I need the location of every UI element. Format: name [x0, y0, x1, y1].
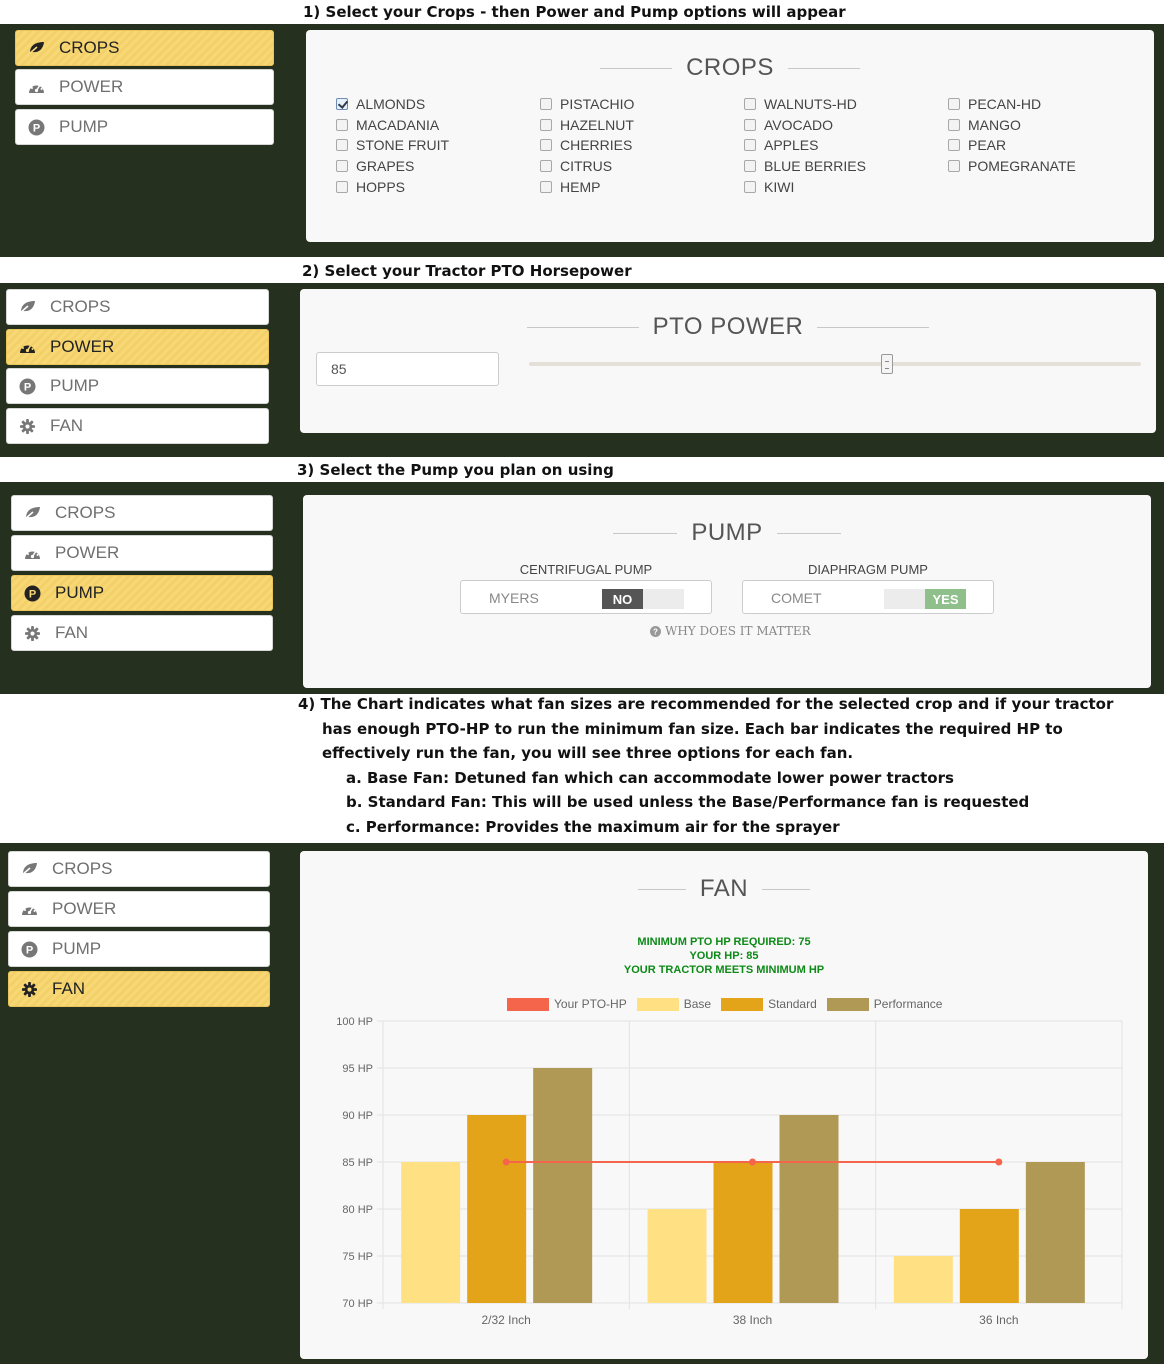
- bar-standard: [714, 1162, 773, 1303]
- nav-pump-label: PUMP: [59, 117, 109, 136]
- crop-checkbox[interactable]: [744, 98, 756, 110]
- crop-label: WALNUTS-HD: [764, 96, 857, 112]
- y-tick-label: 90 HP: [342, 1110, 373, 1122]
- power-panel: [300, 289, 1156, 433]
- toggle-yes[interactable]: YES: [925, 589, 966, 609]
- legend-label: Standard: [768, 997, 817, 1011]
- crop-label: KIWI: [764, 178, 795, 195]
- nav-crops[interactable]: [8, 851, 270, 887]
- hp-input[interactable]: [316, 352, 499, 386]
- crop-label: PISTACHIO: [560, 96, 635, 112]
- step-4-item-b: b. Standard Fan: This will be used unless the Base/Performance fan is requested: [346, 793, 1030, 811]
- crop-label: MANGO: [968, 116, 1021, 133]
- crop-option[interactable]: [336, 117, 439, 133]
- gauge-icon: [28, 79, 45, 96]
- nav-crops-label: CROPS: [50, 297, 111, 316]
- crop-checkbox[interactable]: [744, 181, 756, 193]
- nav-pump-label: PUMP: [50, 376, 100, 395]
- crop-option[interactable]: [336, 137, 449, 153]
- fan-panel: [300, 851, 1148, 1359]
- crop-option[interactable]: [744, 96, 857, 112]
- crop-checkbox[interactable]: [948, 119, 960, 131]
- crop-checkbox[interactable]: [336, 139, 348, 151]
- gauge-icon: [24, 545, 41, 562]
- parking-circle-icon: [21, 941, 38, 958]
- crop-checkbox[interactable]: [336, 181, 348, 193]
- crop-checkbox[interactable]: [744, 139, 756, 151]
- nav-crops[interactable]: [6, 289, 269, 325]
- y-tick-label: 80 HP: [342, 1204, 373, 1216]
- crop-label: BLUE BERRIES: [764, 158, 866, 175]
- title-rule-right: [817, 327, 929, 328]
- min-hp-required-text: MINIMUM PTO HP REQUIRED: 75: [637, 936, 811, 948]
- crop-checkbox[interactable]: [540, 181, 552, 193]
- why-does-it-matter-link[interactable]: [650, 624, 811, 638]
- crop-option[interactable]: [336, 96, 425, 112]
- nav-fan-label: FAN: [55, 623, 89, 642]
- nav-pump-label: PUMP: [52, 939, 102, 958]
- crop-label: HEMP: [560, 178, 601, 195]
- bar-base: [648, 1209, 707, 1303]
- step-4-line-2: has enough PTO-HP to run the minimum fan size. Each bar indicates the required HP to: [322, 719, 1063, 738]
- crop-checkbox[interactable]: [336, 119, 348, 131]
- title-rule-left: [600, 68, 672, 69]
- nav-pump-label: PUMP: [55, 583, 105, 602]
- nav-power-label: POWER: [55, 543, 120, 562]
- nav-fan[interactable]: [8, 971, 270, 1007]
- tractor-meets-text: YOUR TRACTOR MEETS MINIMUM HP: [623, 964, 825, 976]
- crop-option[interactable]: [336, 158, 414, 174]
- svg-text:P: P: [23, 381, 32, 393]
- question-circle-icon: [650, 626, 661, 637]
- crop-checkbox[interactable]: [744, 119, 756, 131]
- crop-checkbox[interactable]: [744, 160, 756, 172]
- pump-section: [0, 482, 1164, 694]
- bar-standard: [467, 1115, 526, 1303]
- crop-label: STONE FRUIT: [356, 137, 450, 154]
- step-4-item-a: a. Base Fan: Detuned fan which can accommodate lower power tractors: [346, 768, 954, 787]
- pump-panel: [303, 495, 1151, 688]
- step-4-line-3: effectively run the fan, you will see three options for each fan.: [322, 744, 854, 762]
- crop-checkbox[interactable]: [540, 119, 552, 131]
- nav-fan-label: FAN: [50, 416, 84, 435]
- crops-section: [0, 24, 1164, 257]
- fan-title-text: FAN: [699, 875, 749, 902]
- x-tick-label: 38 Inch: [732, 1313, 773, 1327]
- gear-icon: [19, 418, 36, 435]
- svg-text:P: P: [28, 588, 37, 600]
- nav-pump[interactable]: [11, 575, 273, 611]
- toggle-no[interactable]: NO: [602, 589, 643, 609]
- svg-text:?: ?: [653, 627, 658, 636]
- centrifugal-pump-field: [460, 580, 712, 614]
- crops-panel: [306, 30, 1154, 242]
- crop-checkbox[interactable]: [540, 98, 552, 110]
- crop-option[interactable]: [744, 117, 833, 133]
- your-pto-hp-point: [749, 1159, 756, 1166]
- crop-checkbox[interactable]: [948, 139, 960, 151]
- crop-label: HAZELNUT: [560, 116, 634, 133]
- pump-title-text: PUMP: [691, 519, 763, 546]
- nav-power-label: POWER: [50, 337, 115, 356]
- crop-option[interactable]: [540, 96, 634, 112]
- why-link-text: WHY DOES IT MATTER: [665, 624, 811, 638]
- title-rule-right: [777, 533, 841, 534]
- crops-title-text: CROPS: [686, 54, 774, 81]
- crop-label: ALMONDS: [356, 96, 426, 112]
- nav-fan[interactable]: [11, 615, 273, 651]
- diaphragm-pump-toggle[interactable]: [884, 589, 966, 609]
- gauge-icon: [19, 339, 36, 356]
- centrifugal-pump-toggle[interactable]: [602, 589, 684, 609]
- nav-pump[interactable]: [8, 931, 270, 967]
- bar-performance: [533, 1068, 592, 1303]
- crop-option[interactable]: [336, 179, 405, 195]
- crop-option[interactable]: [744, 137, 818, 153]
- legend-label: Your PTO-HP: [554, 997, 627, 1011]
- toggle-blank[interactable]: [643, 589, 684, 609]
- crop-label: MACADANIA: [356, 116, 440, 133]
- parking-circle-icon: [24, 585, 41, 602]
- your-pto-hp-point: [995, 1159, 1002, 1166]
- crop-checkbox[interactable]: [336, 160, 348, 172]
- nav-power[interactable]: [11, 535, 273, 571]
- nav-crops[interactable]: [11, 495, 273, 531]
- crop-checkbox[interactable]: [540, 160, 552, 172]
- step-4-item-c: c. Performance: Provides the maximum air for the sprayer: [346, 817, 840, 836]
- gear-icon: [21, 981, 38, 998]
- diaphragm-pump-field: [742, 580, 994, 614]
- crop-option[interactable]: [948, 117, 1021, 133]
- leaf-icon: [21, 861, 38, 878]
- gear-icon: [24, 625, 41, 642]
- crop-option[interactable]: [540, 158, 612, 174]
- y-tick-label: 75 HP: [342, 1251, 373, 1263]
- nav-crops-label: CROPS: [59, 38, 120, 57]
- parking-circle-icon: [19, 378, 36, 395]
- step-1-heading: 1) Select your Crops - then Power and Pump options will appear: [303, 3, 846, 21]
- crop-option[interactable]: [744, 179, 794, 195]
- nav-crops[interactable]: [15, 30, 274, 66]
- step-2-heading: 2) Select your Tractor PTO Horsepower: [302, 262, 632, 280]
- pump-panel-title: [303, 519, 1151, 547]
- nav-pump[interactable]: [6, 368, 269, 404]
- nav-power-label: POWER: [52, 899, 117, 918]
- nav-power[interactable]: [15, 69, 274, 105]
- parking-circle-icon: [28, 119, 45, 136]
- crop-checkbox[interactable]: [948, 160, 960, 172]
- crop-label: AVOCADO: [764, 116, 833, 133]
- title-rule-left: [613, 533, 677, 534]
- nav-power[interactable]: [8, 891, 270, 927]
- nav-power-label: POWER: [59, 77, 124, 96]
- bar-standard: [960, 1209, 1019, 1303]
- nav-pump[interactable]: [15, 109, 274, 145]
- leaf-icon: [24, 505, 41, 522]
- fan-chart: [300, 851, 1148, 1359]
- power-panel-title: [300, 313, 1156, 341]
- diaphragm-pump-name: COMET: [771, 590, 822, 606]
- crop-option[interactable]: [540, 117, 634, 133]
- crop-option[interactable]: [948, 158, 1076, 174]
- hp-slider-handle[interactable]: [881, 354, 893, 374]
- step-4-line-1: 4) The Chart indicates what fan sizes are recommended for the selected crop and if your tractor: [298, 695, 1114, 713]
- toggle-blank[interactable]: [884, 589, 925, 609]
- power-title-text: PTO POWER: [652, 313, 804, 340]
- crop-option[interactable]: [744, 158, 866, 174]
- crop-option[interactable]: [948, 137, 1006, 153]
- svg-text:P: P: [25, 944, 34, 956]
- centrifugal-pump-label: CENTRIFUGAL PUMP: [519, 562, 653, 577]
- crop-label: POMEGRANATE: [968, 158, 1076, 175]
- y-tick-label: 70 HP: [342, 1298, 373, 1310]
- legend-label: Base: [683, 997, 712, 1011]
- nav-fan-label: FAN: [52, 979, 86, 998]
- nav-fan[interactable]: [6, 408, 269, 444]
- crops-panel-title: [306, 54, 1154, 82]
- y-tick-label: 85 HP: [342, 1157, 373, 1169]
- your-hp-text: YOUR HP: 85: [689, 950, 759, 962]
- power-section: [0, 283, 1164, 457]
- crop-checkbox[interactable]: [540, 139, 552, 151]
- bar-base: [401, 1162, 460, 1303]
- centrifugal-pump-name: MYERS: [489, 590, 539, 606]
- crop-label: HOPPS: [356, 178, 406, 195]
- crop-label: PECAN-HD: [968, 96, 1042, 112]
- crop-label: GRAPES: [356, 158, 415, 175]
- step-3-heading: 3) Select the Pump you plan on using: [297, 461, 614, 479]
- crop-option[interactable]: [540, 137, 632, 153]
- nav-power[interactable]: [6, 329, 269, 365]
- leaf-icon: [19, 299, 36, 316]
- y-tick-label: 100 HP: [336, 1016, 373, 1028]
- crop-label: APPLES: [764, 137, 819, 154]
- crop-label: PEAR: [968, 137, 1007, 154]
- y-tick-label: 95 HP: [342, 1063, 373, 1075]
- nav-crops-label: CROPS: [52, 859, 113, 878]
- bar-base: [894, 1256, 953, 1303]
- svg-text:P: P: [32, 122, 41, 134]
- nav-crops-label: CROPS: [55, 503, 116, 522]
- step-4-text: [298, 692, 1158, 839]
- x-tick-label: 36 Inch: [979, 1313, 1019, 1327]
- crop-checkbox[interactable]: [336, 98, 348, 110]
- crop-checkbox[interactable]: [948, 98, 960, 110]
- crop-label: CITRUS: [560, 158, 613, 175]
- hp-slider-track[interactable]: [529, 362, 1141, 366]
- x-tick-label: 2/32 Inch: [481, 1313, 531, 1327]
- leaf-icon: [28, 40, 45, 57]
- legend-label: Performance: [873, 997, 943, 1011]
- title-rule-left: [527, 327, 639, 328]
- gauge-icon: [21, 901, 38, 918]
- crop-label: CHERRIES: [560, 137, 633, 154]
- diaphragm-pump-label: DIAPHRAGM PUMP: [808, 562, 928, 577]
- bar-performance: [1026, 1162, 1085, 1303]
- crop-option[interactable]: [948, 96, 1041, 112]
- title-rule-right: [788, 68, 860, 69]
- crop-option[interactable]: [540, 179, 600, 195]
- your-pto-hp-point: [503, 1159, 510, 1166]
- bar-performance: [780, 1115, 839, 1303]
- fan-section: [0, 843, 1164, 1364]
